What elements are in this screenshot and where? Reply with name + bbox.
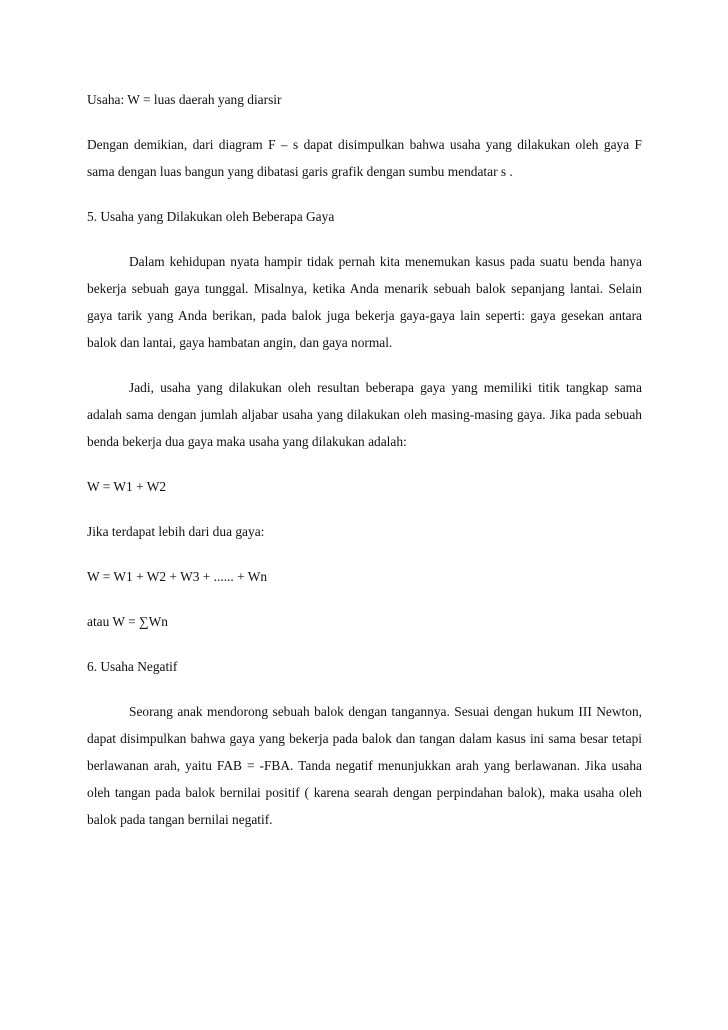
work-area-statement: Usaha: W = luas daerah yang diarsir: [87, 92, 282, 107]
diagram-conclusion-paragraph: Dengan demikian, dari diagram F – s dapat disimpulkan bahwa usaha yang dilakukan oleh gaya F sama dengan luas bangun yang dibatasi garis grafik dengan sumbu mendatar s .: [87, 137, 642, 179]
more-forces-intro: Jika terdapat lebih dari dua gaya:: [87, 524, 265, 539]
negative-work-paragraph: Seorang anak mendorong sebuah balok dengan tangannya. Sesuai dengan hukum III Newton, dapat disimpulkan bahwa gaya yang bekerja pada balok dan tangan dalam kasus ini sama besar tetapi berlawanan arah, yaitu FAB = -FBA. Tanda negatif menunjukkan arah yang berlawanan. Jika usaha oleh tangan pada balok bernilai positif ( karena searah dengan perpindahan balok), maka usaha oleh balok pada tangan bernilai negatif.: [87, 704, 642, 827]
real-life-forces-paragraph: Dalam kehidupan nyata hampir tidak pernah kita menemukan kasus pada suatu benda hanya bekerja sebuah gaya tunggal. Misalnya, ketika Anda menarik sebuah balok sepanjang lantai. Selain gaya tarik yang Anda berikan, pada balok juga bekerja gaya-gaya lain seperti: gaya gesekan antara balok dan lantai, gaya hambatan angin, dan gaya normal.: [87, 254, 642, 350]
document-page: [87, 86, 642, 851]
section-heading-5: 5. Usaha yang Dilakukan oleh Beberapa Gaya: [87, 209, 335, 224]
sigma-formula: atau W = ∑Wn: [87, 614, 168, 629]
many-forces-formula: W = W1 + W2 + W3 + ...... + Wn: [87, 569, 268, 584]
two-forces-formula: W = W1 + W2: [87, 479, 167, 494]
section-heading-6: 6. Usaha Negatif: [87, 659, 178, 674]
resultant-work-paragraph: Jadi, usaha yang dilakukan oleh resultan beberapa gaya yang memiliki titik tangkap sama adalah sama dengan jumlah aljabar usaha yang dilakukan oleh masing-masing gaya. Jika pada sebuah benda bekerja dua gaya maka usaha yang dilakukan adalah:: [87, 380, 642, 449]
